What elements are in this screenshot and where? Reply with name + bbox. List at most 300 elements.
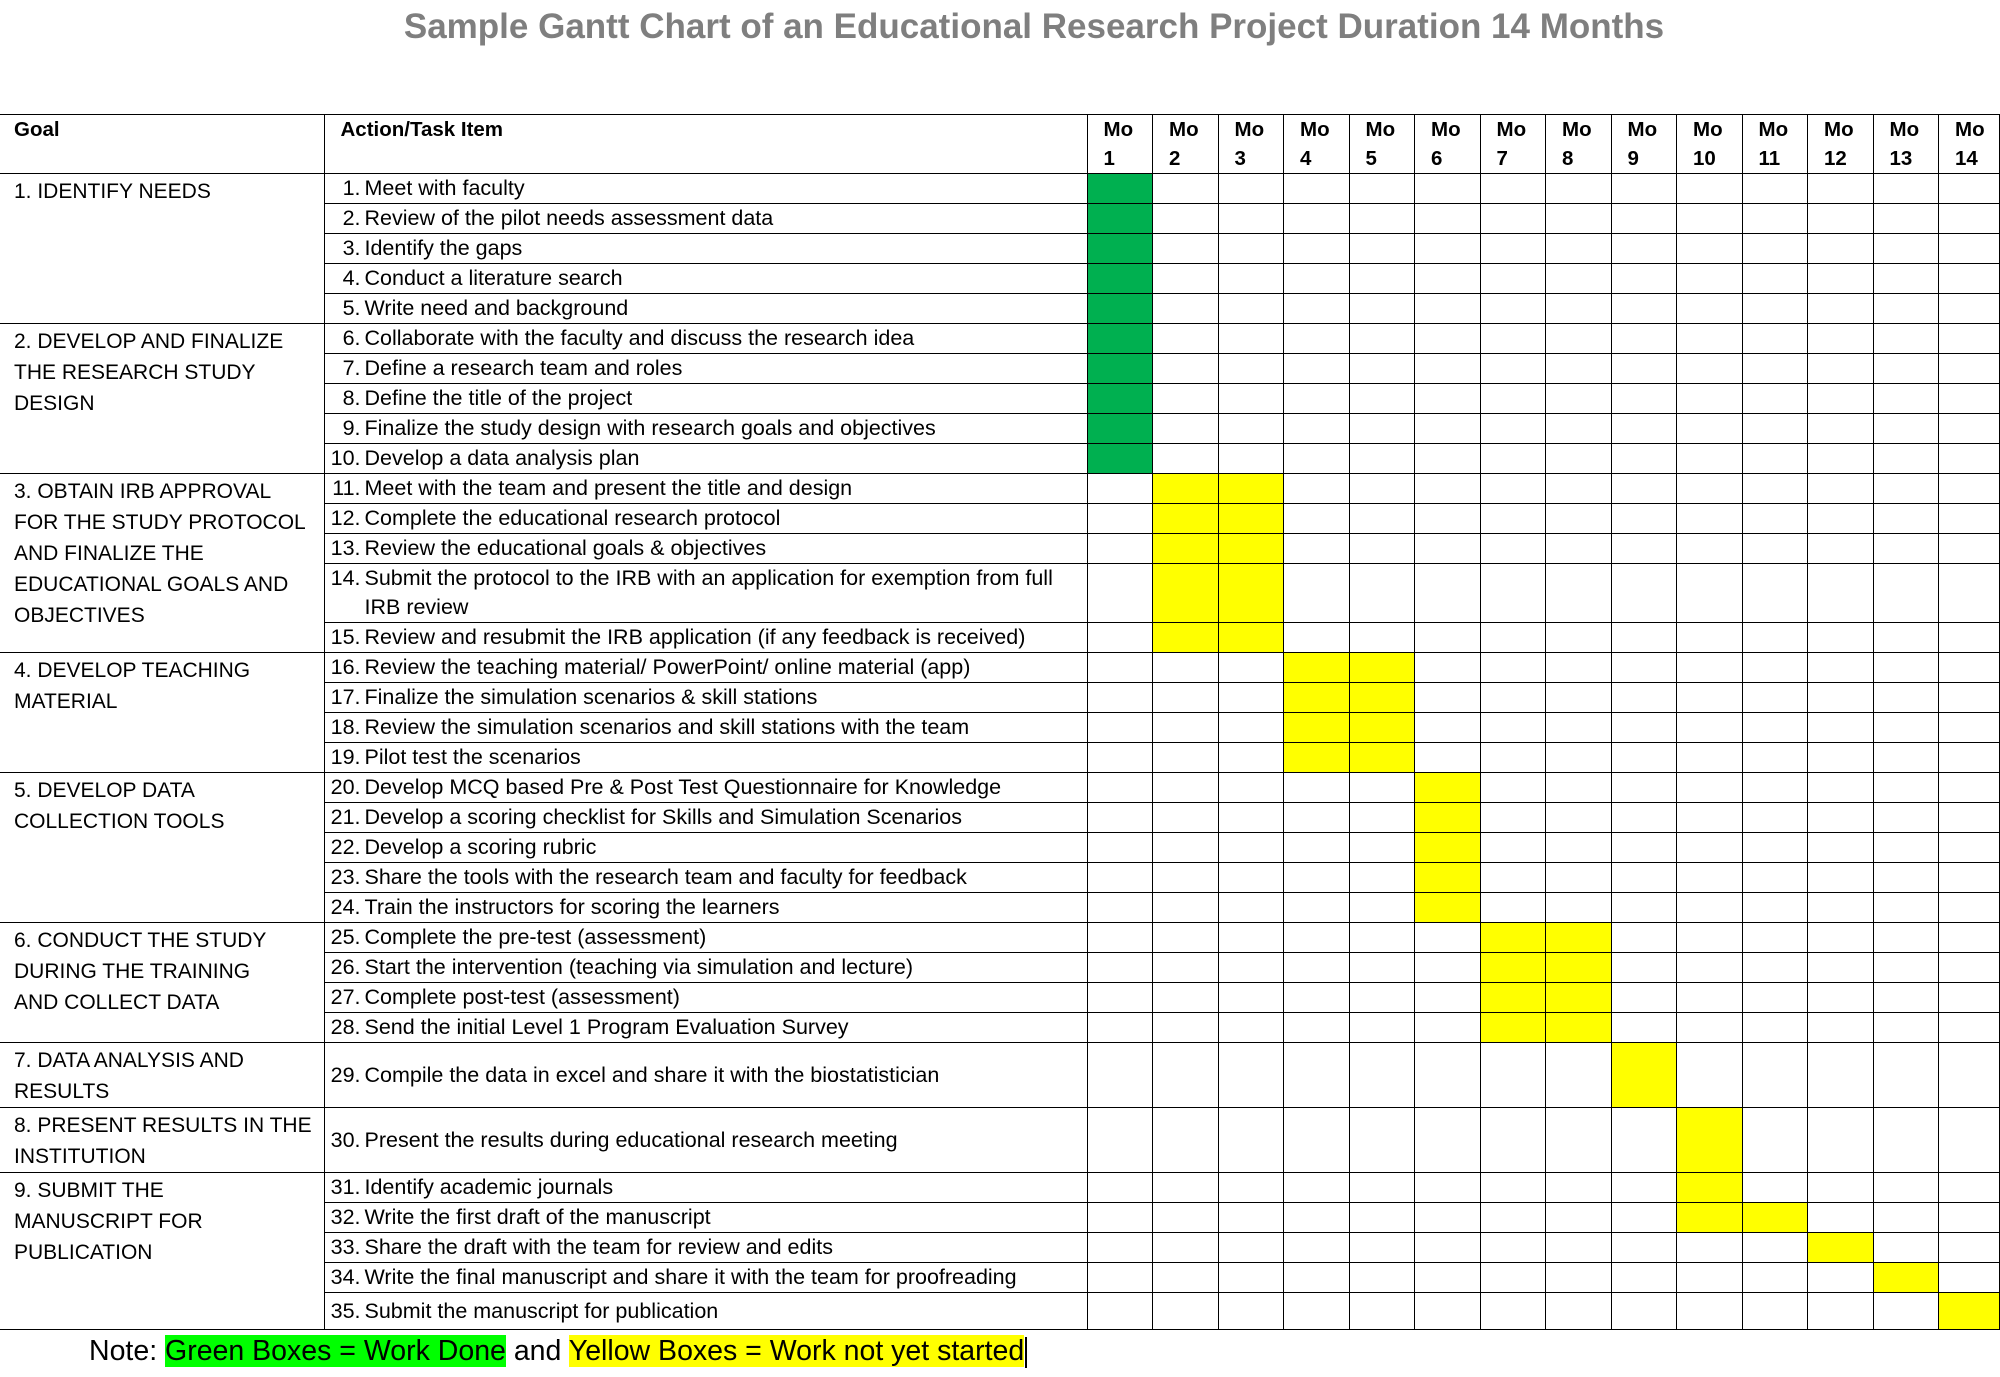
goal-label-line: 7. DATA ANALYSIS AND [14, 1049, 244, 1072]
gantt-cell-empty [1611, 1013, 1677, 1043]
goal-label-line: MATERIAL [14, 690, 118, 713]
gantt-cell-empty [1546, 174, 1612, 204]
gantt-cell-done [1087, 444, 1153, 474]
gantt-cell-empty [1480, 534, 1546, 564]
gantt-cell-empty [1808, 1293, 1874, 1330]
gantt-cell-empty [1218, 653, 1284, 683]
task-text-line: Identify academic journals [364, 1175, 614, 1199]
gantt-cell-empty [1742, 1293, 1808, 1330]
gantt-cell-empty [1480, 803, 1546, 833]
task-item [327, 534, 1087, 563]
gantt-cell-empty [1218, 683, 1284, 713]
gantt-cell-empty [1480, 474, 1546, 504]
gantt-cell-empty [1546, 294, 1612, 324]
task-number: 24. [330, 895, 361, 919]
task-number: 15. [330, 625, 361, 649]
gantt-cell-empty [1284, 534, 1350, 564]
gantt-cell-empty [1349, 234, 1415, 264]
task-number: 28. [330, 1015, 361, 1039]
gantt-cell-empty [1284, 564, 1350, 623]
task-cell [324, 803, 1087, 833]
gantt-cell-empty [1087, 803, 1153, 833]
gantt-cell-empty [1611, 623, 1677, 653]
goal-label-line: 6. CONDUCT THE STUDY [14, 929, 267, 952]
gantt-cell-empty [1611, 444, 1677, 474]
gantt-cell-empty [1546, 1293, 1612, 1330]
gantt-cell-pending [1677, 1108, 1743, 1173]
task-text [365, 1013, 1087, 1042]
task-item [327, 474, 1087, 503]
task-text [365, 234, 1087, 263]
gantt-cell-pending [1480, 983, 1546, 1013]
gantt-cell-pending [1153, 564, 1219, 623]
gantt-cell-empty [1611, 474, 1677, 504]
gantt-cell-empty [1677, 294, 1743, 324]
gantt-cell-empty [1218, 1203, 1284, 1233]
gantt-cell-empty [1415, 234, 1481, 264]
gantt-cell-empty [1153, 833, 1219, 863]
gantt-cell-empty [1873, 1043, 1939, 1108]
gantt-cell-empty [1677, 1293, 1743, 1330]
gantt-cell-pending [1349, 653, 1415, 683]
text-cursor [1025, 1337, 1027, 1368]
task-text [365, 384, 1087, 413]
task-text [365, 1203, 1087, 1232]
month-header-label: Mo [1431, 118, 1461, 141]
gantt-cell-empty [1415, 174, 1481, 204]
gantt-cell-empty [1349, 354, 1415, 384]
gantt-cell-pending [1677, 1173, 1743, 1203]
gantt-cell-empty [1742, 264, 1808, 294]
month-header-number: 7 [1496, 147, 1508, 170]
gantt-cell-empty [1480, 204, 1546, 234]
gantt-cell-empty [1611, 564, 1677, 623]
task-item [327, 863, 1087, 892]
gantt-cell-empty [1808, 1263, 1874, 1293]
gantt-cell-pending [1415, 893, 1481, 923]
gantt-cell-empty [1153, 983, 1219, 1013]
gantt-cell-empty [1546, 683, 1612, 713]
gantt-cell-empty [1153, 773, 1219, 803]
task-cell [324, 264, 1087, 294]
gantt-cell-pending [1415, 863, 1481, 893]
gantt-cell-empty [1153, 264, 1219, 294]
gantt-cell-pending [1546, 983, 1612, 1013]
gantt-cell-empty [1218, 863, 1284, 893]
gantt-cell-empty [1349, 1233, 1415, 1263]
gantt-cell-empty [1546, 534, 1612, 564]
gantt-cell-empty [1808, 863, 1874, 893]
task-text [365, 264, 1087, 293]
month-header-label: Mo [1562, 118, 1592, 141]
gantt-cell-empty [1546, 1173, 1612, 1203]
gantt-cell-empty [1218, 1043, 1284, 1108]
gantt-cell-empty [1939, 803, 2000, 833]
month-header-2 [1153, 115, 1219, 174]
gantt-cell-empty [1808, 354, 1874, 384]
gantt-cell-empty [1873, 1203, 1939, 1233]
gantt-cell-empty [1611, 803, 1677, 833]
gantt-cell-empty [1742, 863, 1808, 893]
gantt-cell-empty [1873, 504, 1939, 534]
gantt-cell-empty [1742, 384, 1808, 414]
gantt-cell-empty [1480, 384, 1546, 414]
task-cell [324, 474, 1087, 504]
gantt-cell-empty [1349, 953, 1415, 983]
gantt-cell-empty [1153, 653, 1219, 683]
task-text [365, 174, 1087, 203]
task-text [365, 653, 1087, 682]
task-item [327, 564, 1087, 622]
goal-cell [0, 1173, 324, 1330]
month-header-number: 2 [1169, 147, 1181, 170]
gantt-cell-empty [1415, 264, 1481, 294]
month-header-number: 6 [1431, 147, 1443, 170]
task-column-header: Action/Task Item [324, 115, 1087, 174]
gantt-cell-empty [1611, 234, 1677, 264]
gantt-cell-empty [1153, 713, 1219, 743]
gantt-cell-empty [1480, 863, 1546, 893]
gantt-cell-done [1087, 294, 1153, 324]
month-header-number: 10 [1693, 147, 1716, 170]
gantt-cell-empty [1349, 1203, 1415, 1233]
task-item [327, 384, 1087, 413]
gantt-cell-empty [1087, 1233, 1153, 1263]
task-cell [324, 1013, 1087, 1043]
gantt-cell-empty [1284, 444, 1350, 474]
task-text [365, 683, 1087, 712]
gantt-cell-empty [1677, 1043, 1743, 1108]
gantt-cell-empty [1546, 474, 1612, 504]
goal-label-line: FOR THE STUDY PROTOCOL [14, 511, 306, 534]
task-number: 31. [330, 1175, 361, 1199]
month-header-number: 3 [1234, 147, 1246, 170]
gantt-cell-empty [1873, 174, 1939, 204]
goal-label-line: PUBLICATION [14, 1241, 153, 1264]
gantt-cell-empty [1480, 354, 1546, 384]
gantt-cell-empty [1153, 294, 1219, 324]
task-text-line: Complete the pre-test (assessment) [364, 925, 707, 949]
gantt-cell-empty [1218, 893, 1284, 923]
gantt-cell-empty [1349, 1013, 1415, 1043]
gantt-cell-empty [1677, 384, 1743, 414]
gantt-cell-pending [1611, 1043, 1677, 1108]
chart-title: Sample Gantt Chart of an Educational Research Project Duration 14 Months [403, 7, 1665, 46]
gantt-cell-empty [1218, 264, 1284, 294]
gantt-cell-empty [1415, 474, 1481, 504]
gantt-cell-empty [1808, 683, 1874, 713]
gantt-cell-empty [1087, 1173, 1153, 1203]
gantt-cell-empty [1611, 773, 1677, 803]
task-number: 21. [330, 805, 361, 829]
gantt-cell-empty [1808, 1173, 1874, 1203]
gantt-cell-empty [1415, 414, 1481, 444]
task-item [327, 1061, 1087, 1090]
task-number: 13. [330, 536, 361, 560]
task-text [365, 1061, 1087, 1090]
gantt-cell-empty [1415, 324, 1481, 354]
task-cell [324, 863, 1087, 893]
gantt-cell-empty [1611, 264, 1677, 294]
gantt-cell-empty [1873, 773, 1939, 803]
gantt-cell-empty [1546, 893, 1612, 923]
gantt-cell-empty [1873, 1293, 1939, 1330]
gantt-cell-empty [1284, 923, 1350, 953]
task-item [327, 324, 1087, 353]
task-number: 20. [330, 775, 361, 799]
gantt-header-row [0, 115, 1999, 174]
task-text [365, 1126, 1087, 1155]
gantt-cell-empty [1611, 354, 1677, 384]
task-cell [324, 743, 1087, 773]
gantt-cell-empty [1349, 773, 1415, 803]
month-header-8 [1546, 115, 1612, 174]
gantt-cell-pending [1546, 1013, 1612, 1043]
gantt-cell-empty [1939, 384, 2000, 414]
gantt-cell-empty [1873, 623, 1939, 653]
gantt-cell-empty [1677, 743, 1743, 773]
task-item [327, 1126, 1087, 1155]
task-number: 25. [330, 925, 361, 949]
gantt-cell-empty [1677, 534, 1743, 564]
gantt-cell-empty [1873, 953, 1939, 983]
gantt-cell-empty [1480, 504, 1546, 534]
gantt-cell-empty [1480, 1173, 1546, 1203]
task-text [365, 1233, 1087, 1262]
gantt-cell-pending [1415, 833, 1481, 863]
task-item [327, 294, 1087, 323]
task-row [0, 1043, 1999, 1108]
month-header-7 [1480, 115, 1546, 174]
gantt-cell-empty [1218, 773, 1284, 803]
task-text-line: Review the teaching material/ PowerPoint/ online material (app) [364, 655, 971, 679]
task-text [365, 504, 1087, 533]
gantt-cell-empty [1546, 324, 1612, 354]
gantt-cell-done [1087, 264, 1153, 294]
task-number: 4. [342, 266, 361, 290]
gantt-cell-empty [1873, 683, 1939, 713]
gantt-cell-empty [1611, 1233, 1677, 1263]
gantt-cell-empty [1611, 384, 1677, 414]
gantt-cell-pending [1153, 623, 1219, 653]
gantt-cell-empty [1284, 234, 1350, 264]
gantt-cell-empty [1218, 1293, 1284, 1330]
gantt-cell-empty [1939, 653, 2000, 683]
gantt-cell-pending [1939, 1293, 2000, 1330]
gantt-cell-empty [1087, 1203, 1153, 1233]
gantt-cell-empty [1808, 623, 1874, 653]
gantt-cell-empty [1808, 713, 1874, 743]
gantt-cell-pending [1480, 953, 1546, 983]
gantt-cell-empty [1546, 234, 1612, 264]
task-item [327, 623, 1087, 652]
gantt-cell-pending [1415, 773, 1481, 803]
gantt-cell-empty [1284, 833, 1350, 863]
task-number: 3. [342, 236, 361, 260]
gantt-cell-empty [1153, 923, 1219, 953]
month-header-number: 14 [1955, 147, 1978, 170]
gantt-cell-empty [1349, 983, 1415, 1013]
gantt-cell-empty [1153, 354, 1219, 384]
task-text-line: Conduct a literature search [364, 266, 623, 290]
gantt-cell-empty [1873, 863, 1939, 893]
gantt-cell-empty [1087, 1043, 1153, 1108]
task-text-line: Start the intervention (teaching via simulation and lecture) [364, 955, 914, 979]
month-header-3 [1218, 115, 1284, 174]
gantt-cell-empty [1742, 1108, 1808, 1173]
gantt-cell-done [1087, 174, 1153, 204]
gantt-cell-empty [1742, 953, 1808, 983]
gantt-cell-empty [1349, 1108, 1415, 1173]
gantt-cell-empty [1087, 474, 1153, 504]
gantt-cell-empty [1153, 863, 1219, 893]
gantt-cell-empty [1939, 953, 2000, 983]
gantt-cell-empty [1284, 174, 1350, 204]
task-item [327, 204, 1087, 233]
goal-label-line: 2. DEVELOP AND FINALIZE [14, 330, 284, 353]
gantt-cell-empty [1939, 174, 2000, 204]
task-number: 34. [330, 1265, 361, 1289]
month-header-number: 8 [1562, 147, 1574, 170]
gantt-cell-empty [1153, 1108, 1219, 1173]
gantt-cell-empty [1873, 414, 1939, 444]
gantt-cell-empty [1415, 743, 1481, 773]
gantt-cell-empty [1742, 1233, 1808, 1263]
month-header-13 [1873, 115, 1939, 174]
gantt-header [0, 115, 1999, 174]
gantt-cell-empty [1349, 204, 1415, 234]
gantt-cell-empty [1153, 1263, 1219, 1293]
task-cell [324, 893, 1087, 923]
gantt-cell-empty [1808, 833, 1874, 863]
gantt-cell-empty [1480, 564, 1546, 623]
month-header-label: Mo [1627, 118, 1658, 141]
gantt-cell-empty [1611, 174, 1677, 204]
task-number: 10. [330, 446, 361, 470]
gantt-cell-empty [1677, 234, 1743, 264]
gantt-cell-empty [1087, 653, 1153, 683]
gantt-cell-empty [1415, 1203, 1481, 1233]
gantt-cell-empty [1939, 264, 2000, 294]
gantt-cell-pending [1153, 504, 1219, 534]
month-header-number: 1 [1103, 147, 1115, 170]
gantt-cell-empty [1742, 564, 1808, 623]
gantt-cell-empty [1939, 1013, 2000, 1043]
gantt-cell-empty [1218, 983, 1284, 1013]
gantt-cell-done [1087, 234, 1153, 264]
gantt-cell-empty [1677, 564, 1743, 623]
gantt-cell-empty [1808, 983, 1874, 1013]
gantt-cell-empty [1284, 953, 1350, 983]
gantt-cell-empty [1742, 623, 1808, 653]
gantt-cell-empty [1349, 474, 1415, 504]
gantt-cell-empty [1808, 653, 1874, 683]
gantt-cell-empty [1611, 1263, 1677, 1293]
task-text-line: Present the results during educational research meeting [364, 1127, 898, 1152]
gantt-cell-empty [1546, 444, 1612, 474]
gantt-cell-empty [1349, 803, 1415, 833]
task-number: 33. [330, 1235, 361, 1259]
gantt-cell-empty [1808, 743, 1874, 773]
gantt-cell-empty [1611, 294, 1677, 324]
gantt-cell-empty [1546, 264, 1612, 294]
task-item [327, 923, 1087, 952]
month-header-1 [1087, 115, 1153, 174]
gantt-cell-empty [1742, 234, 1808, 264]
task-cell [324, 384, 1087, 414]
goal-label-line: INSTITUTION [14, 1145, 146, 1168]
month-header-number: 5 [1365, 147, 1377, 170]
gantt-cell-empty [1349, 1043, 1415, 1108]
gantt-cell-empty [1153, 893, 1219, 923]
gantt-cell-empty [1349, 1173, 1415, 1203]
gantt-cell-empty [1153, 743, 1219, 773]
gantt-cell-empty [1087, 893, 1153, 923]
gantt-cell-empty [1808, 234, 1874, 264]
gantt-cell-empty [1677, 414, 1743, 444]
gantt-cell-empty [1546, 354, 1612, 384]
gantt-cell-empty [1677, 504, 1743, 534]
goal-label-line: RESULTS [14, 1080, 110, 1103]
gantt-cell-empty [1218, 833, 1284, 863]
gantt-cell-empty [1873, 264, 1939, 294]
task-text [365, 1173, 1087, 1202]
gantt-cell-empty [1611, 893, 1677, 923]
gantt-cell-empty [1284, 863, 1350, 893]
goal-label-line: OBJECTIVES [14, 604, 145, 627]
task-text [365, 324, 1087, 353]
gantt-cell-empty [1873, 893, 1939, 923]
gantt-cell-empty [1939, 893, 2000, 923]
gantt-cell-empty [1284, 264, 1350, 294]
task-text-line: Submit the protocol to the IRB with an application for exemption from full [364, 566, 1053, 590]
gantt-cell-empty [1677, 324, 1743, 354]
goal-label-line: DESIGN [14, 392, 95, 415]
gantt-cell-empty [1546, 1043, 1612, 1108]
goal-label-line: COLLECTION TOOLS [14, 810, 225, 833]
goal-cell [0, 923, 324, 1043]
goal-cell [0, 1043, 324, 1108]
task-item [327, 803, 1087, 832]
task-text [365, 743, 1087, 772]
gantt-cell-empty [1873, 803, 1939, 833]
task-text [365, 294, 1087, 323]
gantt-cell-empty [1742, 1173, 1808, 1203]
task-cell [324, 623, 1087, 653]
goal-label-line: THE RESEARCH STUDY [14, 361, 256, 384]
task-cell [324, 294, 1087, 324]
gantt-cell-empty [1939, 1263, 2000, 1293]
gantt-cell-empty [1153, 174, 1219, 204]
note-pending-highlight: Yellow Boxes = Work not yet started [568, 1335, 1025, 1367]
gantt-cell-pending [1349, 683, 1415, 713]
gantt-cell-empty [1808, 564, 1874, 623]
task-text [365, 953, 1087, 982]
gantt-cell-empty [1480, 743, 1546, 773]
gantt-cell-empty [1939, 833, 2000, 863]
task-row [0, 474, 1999, 504]
gantt-cell-empty [1546, 713, 1612, 743]
gantt-cell-empty [1742, 713, 1808, 743]
goal-cell [0, 653, 324, 773]
gantt-cell-empty [1218, 234, 1284, 264]
gantt-cell-empty [1742, 893, 1808, 923]
task-text-line: Write the first draft of the manuscript [364, 1205, 711, 1229]
task-item [327, 1263, 1087, 1292]
task-row [0, 653, 1999, 683]
gantt-cell-pending [1153, 534, 1219, 564]
task-number: 12. [330, 506, 361, 530]
